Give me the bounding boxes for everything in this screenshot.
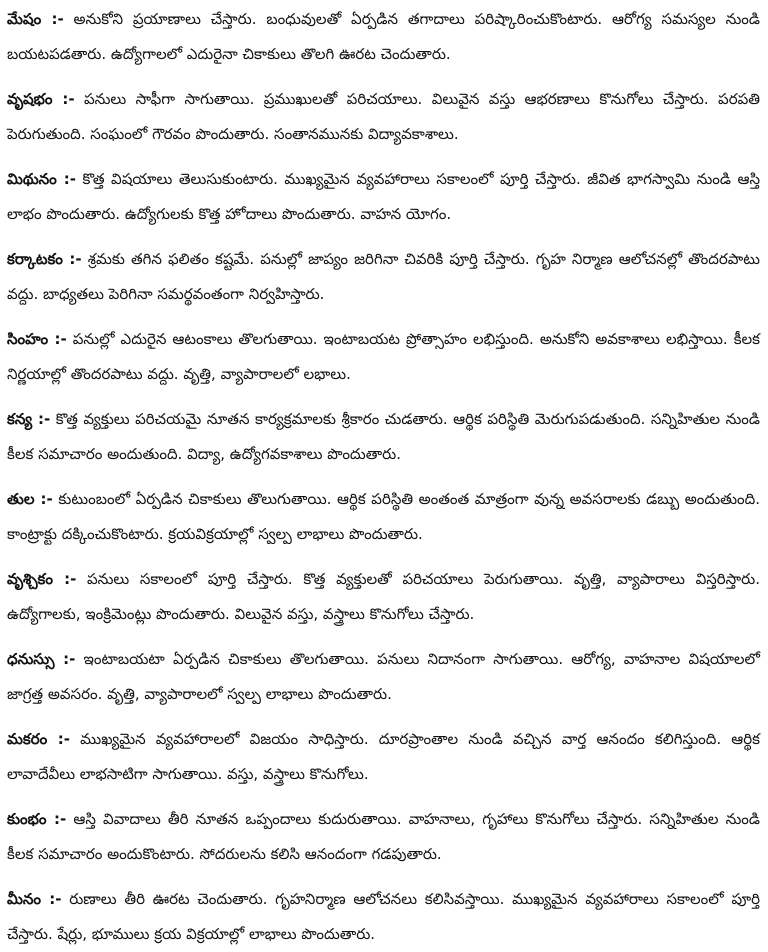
horoscope-entry-makaram [7, 722, 760, 792]
prediction-text: ఇంటాబయటా ఏర్పడిన చికాకులు తొలగుతాయి. పనులు నిదానంగా సాగుతాయి. ఆరోగ్య, వాహనాల విషయాలలో జాగ్రత్త అవసరం. వృత్తి, వ్యాపారాలలో స్వల్ప లాభాలు పొందుతారు. [7, 650, 760, 703]
horoscope-entry-mithunam [7, 162, 760, 232]
horoscope-entry-vrushabham [7, 82, 760, 152]
prediction-text: పనులు సాఫీగా సాగుతాయి. ప్రముఖులతో పరిచయాలు. విలువైన వస్తు ఆభరణాలు కొనుగోలు చేస్తారు. పరపతి పెరుగుతుంది. సంఘంలో గౌరవం పొందుతారు. సంతానమునకు విద్యావకాశాలు. [7, 90, 760, 143]
horoscope-entry-karkatakam [7, 242, 760, 312]
horoscope-entry-dhanussu [7, 642, 760, 712]
sign-name: మీనం :- [7, 890, 62, 908]
prediction-text: కుటుంబంలో ఏర్పడిన చికాకులు తొలుగుతాయి. ఆర్థిక పరిస్థితి అంతంత మాత్రంగా వున్న అవసరాలకు డబ్బు అందుతుంది. కాంట్రాక్టు దక్కించుకొంటారు. క్రయవిక్రయాల్లో స్వల్ప లాభాలు పొందుతారు. [7, 490, 760, 543]
prediction-text: కొత్త విషయాలు తెలుసుకుంటారు. ముఖ్యమైన వ్యవహారాలు సకాలంలో పూర్తి చేస్తారు. జీవిత భాగస్వామి నుండి ఆస్తి లాభం పొందుతారు. ఉద్యోగులకు కొత్త హోదాలు పొందుతారు. వాహన యోగం. [7, 170, 761, 223]
sign-name: మేషం :- [7, 10, 64, 28]
horoscope-entry-simham [7, 322, 760, 392]
sign-name: మిథునం :- [7, 170, 76, 188]
sign-name: వృషభం :- [7, 90, 75, 108]
horoscope-entry-tula [7, 482, 760, 552]
prediction-text: పనులు సకాలంలో పూర్తి చేస్తారు. కొత్త వ్యక్తులతో పరిచయాలు పెరుగుతాయి. వృత్తి, వ్యాపారాలు విస్తరిస్తారు. ఉద్యోగాలకు, ఇంక్రిమెంట్లు పొందుతారు. విలువైన వస్తు, వస్త్రాలు కొనుగోలు చేస్తారు. [7, 570, 760, 623]
prediction-text: ఆస్తి వివాదాలు తీరి నూతన ఒప్పందాలు కుదురుతాయి. వాహనాలు, గృహాలు కొనుగోలు చేస్తారు. సన్నిహితుల నుండి కీలక సమాచారం అందుకొంటారు. సోదరులను కలిసి ఆనందంగా గడపుతారు. [7, 810, 760, 863]
horoscope-entry-kumbham [7, 802, 760, 872]
horoscope-entry-kanya [7, 402, 760, 472]
sign-name: మకరం :- [7, 730, 71, 748]
sign-name: కన్య :- [7, 410, 51, 428]
sign-name: ధనుస్సు :- [7, 650, 76, 668]
sign-name: తుల :- [7, 490, 53, 508]
prediction-text: కొత్త వ్యక్తులు పరిచయమై నూతన కార్యక్రమాలకు శ్రీకారం చుడతారు. ఆర్థిక పరిస్థితి మెరుగుపడుతుంది. సన్నిహితుల నుండి కీలక సమాచారం అందుతుంది. విద్యా, ఉద్యోగవకాశాలు పొందుతారు. [7, 410, 761, 463]
prediction-text: ముఖ్యమైన వ్యవహారాలలో విజయం సాధిస్తారు. దూరప్రాంతాల నుండి వచ్చిన వార్త ఆనందం కలిగిస్తుంది. ఆర్థిక లావాదేవీలు లాభసాటిగా సాగుతాయి. వస్తు, వస్త్రాలు కొనుగోలు. [7, 730, 760, 783]
sign-name: కుంభం :- [7, 810, 67, 828]
sign-name: సింహం :- [7, 330, 67, 348]
sign-name: వృశ్చికం :- [7, 570, 77, 588]
sign-name: కర్కాటకం :- [7, 250, 82, 268]
prediction-text: పనుల్లో ఎదురైన ఆటంకాలు తొలగుతాయి. ఇంటాబయట ప్రోత్సాహం లభిస్తుంది. అనుకోని అవకాశాలు లభిస్తాయి. కీలక నిర్ణయాల్లో తొందరపాటు వద్దు. వృత్తి, వ్యాపారాలలో లభాలు. [7, 330, 760, 383]
prediction-text: అనుకోని ప్రయాణాలు చేస్తారు. బంధువులతో ఏర్పడిన తగాదాలు పరిష్కారించుకొంటారు. ఆరోగ్య సమస్యల నుండి బయటపడతారు. ఉద్యోగాలలో ఎదురైనా చికాకులు తొలగి ఊరట చెందుతారు. [7, 10, 760, 63]
horoscope-entry-vruschikam [7, 562, 760, 632]
prediction-text: శ్రమకు తగిన ఫలితం కష్టమే. పనుల్లో జాప్యం జరిగినా చివరికి పూర్తి చేస్తారు. గృహ నిర్మాణ ఆలోచనల్లో తొందరపాటు వద్దు. బాధ్యతలు పెరిగినా సమర్థవంతంగా నిర్వహిస్తారు. [7, 250, 760, 303]
horoscope-entry-mesham [7, 2, 760, 72]
horoscope-entry-meenam [7, 882, 760, 952]
prediction-text: రుణాలు తీరి ఊరట చెందుతారు. గృహనిర్మాణ ఆలోచనలు కలిసివస్తాయి. ముఖ్యమైన వ్యవహారాలు సకాలంలో పూర్తి చేస్తారు. షేర్లు, భూములు క్రయ విక్రయాల్లో లాభాలు పొందుతారు. [7, 890, 761, 943]
